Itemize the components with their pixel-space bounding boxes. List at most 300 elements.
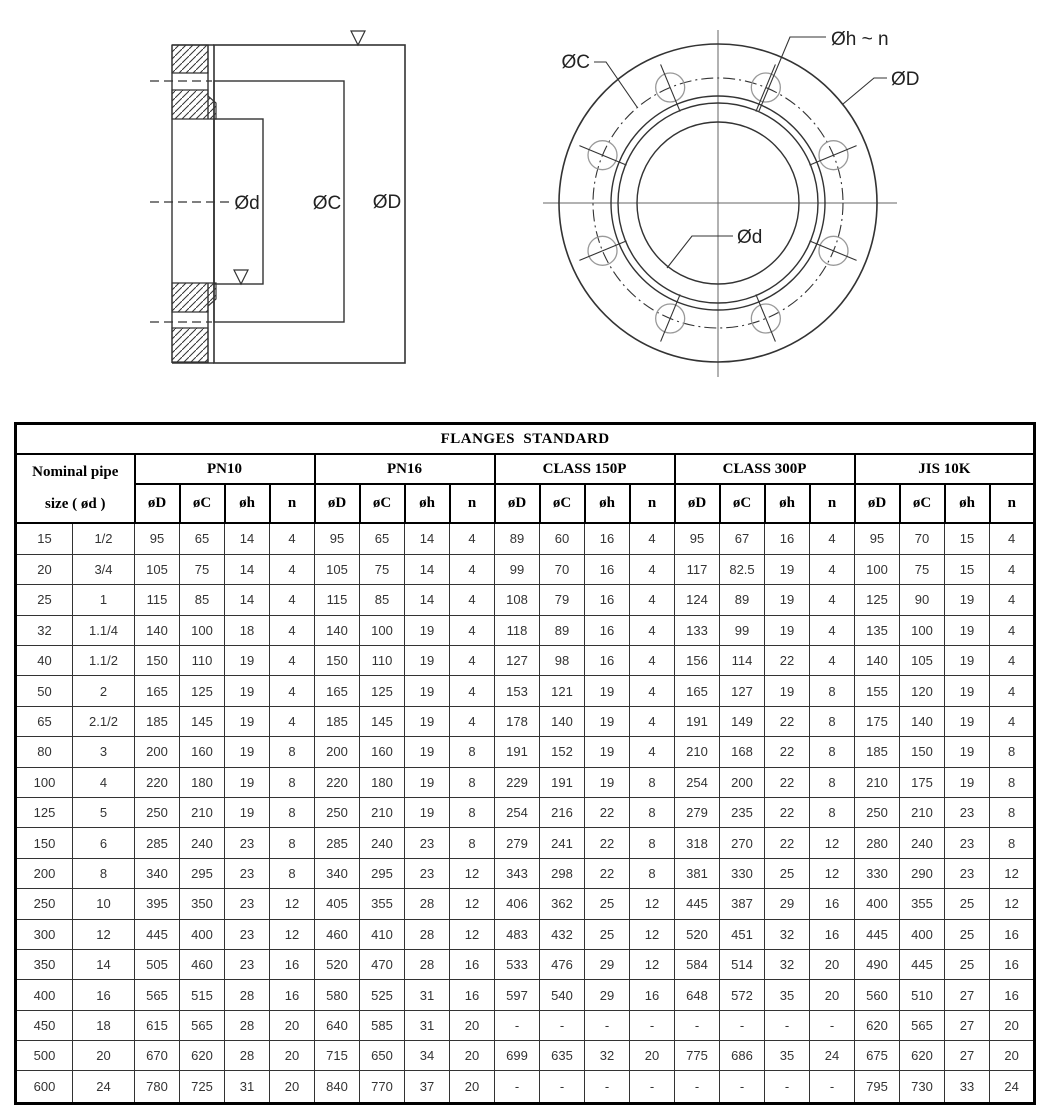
dimension-cell: 23 [225, 949, 270, 979]
dimension-cell: 279 [495, 828, 540, 858]
dimension-cell: 279 [675, 797, 720, 827]
dimension-cell: 699 [495, 1041, 540, 1071]
subcol-header: øD [495, 484, 540, 523]
hatch-block-c [172, 283, 216, 312]
dimension-cell: 22 [765, 706, 810, 736]
dimension-cell: 114 [720, 646, 765, 676]
table-row [16, 737, 1035, 767]
dimension-cell: 4 [630, 737, 675, 767]
dimension-cell: 16 [585, 615, 630, 645]
dimension-cell: - [585, 1010, 630, 1040]
bolt-hole-slash [661, 64, 681, 111]
dimension-cell: 191 [495, 737, 540, 767]
dimension-cell: 4 [450, 646, 495, 676]
table-row [16, 919, 1035, 949]
table-row [16, 1010, 1035, 1040]
dimension-cell: 100 [360, 615, 405, 645]
nominal-size-cell: 80 [16, 737, 73, 767]
dimension-cell: 648 [675, 980, 720, 1010]
dimension-cell: 8 [810, 737, 855, 767]
dimension-cell: 160 [180, 737, 225, 767]
dimension-cell: 67 [720, 523, 765, 554]
dimension-cell: 640 [315, 1010, 360, 1040]
dimension-cell: 28 [225, 1010, 270, 1040]
dimension-cell: 580 [315, 980, 360, 1010]
subheader-row [16, 484, 1035, 523]
dimension-cell: 16 [270, 949, 315, 979]
nominal-size-cell: 14 [73, 949, 135, 979]
hatch-block-b [172, 90, 216, 119]
dimension-cell: 150 [900, 737, 945, 767]
dimension-cell: 14 [405, 585, 450, 615]
subcol-header: øC [720, 484, 765, 523]
dimension-cell: 19 [945, 767, 990, 797]
dimension-cell: 565 [135, 980, 180, 1010]
dimension-cell: 185 [315, 706, 360, 736]
dimension-cell: 145 [180, 706, 225, 736]
dimension-cell: - [810, 1071, 855, 1104]
dimension-cell: 4 [270, 676, 315, 706]
table-row [16, 554, 1035, 584]
dimension-cell: 29 [585, 980, 630, 1010]
table-row [16, 980, 1035, 1010]
nominal-size-cell: 500 [16, 1041, 73, 1071]
nominal-size-cell: 350 [16, 949, 73, 979]
dimension-cell: 16 [990, 949, 1035, 979]
nominal-size-cell: 20 [73, 1041, 135, 1071]
dimension-cell: 560 [855, 980, 900, 1010]
dimension-cell: 20 [270, 1041, 315, 1071]
dimension-cell: 715 [315, 1041, 360, 1071]
nominal-size-cell: 200 [16, 858, 73, 888]
dimension-cell: 620 [855, 1010, 900, 1040]
dimension-cell: 20 [630, 1041, 675, 1071]
subcol-header: øh [945, 484, 990, 523]
nominal-size-cell: 150 [16, 828, 73, 858]
dimension-cell: 8 [270, 797, 315, 827]
subcol-header: øC [540, 484, 585, 523]
dimension-cell: 12 [630, 949, 675, 979]
dimension-cell: 19 [765, 615, 810, 645]
subcol-header: øh [225, 484, 270, 523]
dimension-cell: 4 [810, 554, 855, 584]
dimension-cell: - [720, 1010, 765, 1040]
dimension-cell: 840 [315, 1071, 360, 1104]
dimension-cell: 445 [675, 889, 720, 919]
dimension-cell: 25 [765, 858, 810, 888]
dimension-cell: 8 [270, 767, 315, 797]
nominal-pipe-header [16, 454, 135, 523]
dimension-cell: 520 [315, 949, 360, 979]
dimension-cell: - [720, 1071, 765, 1104]
subcol-header: øh [405, 484, 450, 523]
dimension-cell: 525 [360, 980, 405, 1010]
dimension-cell: 117 [675, 554, 720, 584]
dimension-cell: 20 [270, 1071, 315, 1104]
dimension-cell: 31 [405, 980, 450, 1010]
nominal-size-cell: 250 [16, 889, 73, 919]
dimension-cell: - [495, 1071, 540, 1104]
dimension-cell: 295 [360, 858, 405, 888]
leader-oC [594, 62, 637, 107]
dimension-cell: 220 [315, 767, 360, 797]
dimension-cell: 19 [225, 767, 270, 797]
subcol-header: n [630, 484, 675, 523]
dimension-cell: 4 [450, 554, 495, 584]
dimension-cell: 432 [540, 919, 585, 949]
dimension-cell: 565 [180, 1010, 225, 1040]
dimension-cell: 4 [630, 554, 675, 584]
flange-standard-table [14, 422, 1036, 1105]
dimension-cell: 25 [945, 949, 990, 979]
dimension-cell: 70 [540, 554, 585, 584]
subcol-header: øh [585, 484, 630, 523]
dimension-cell: 19 [585, 676, 630, 706]
dimension-cell: 108 [495, 585, 540, 615]
dimension-cell: 572 [720, 980, 765, 1010]
dimension-cell: 14 [225, 585, 270, 615]
dimension-cell: 285 [135, 828, 180, 858]
dimension-cell: 85 [180, 585, 225, 615]
dimension-cell: 34 [405, 1041, 450, 1071]
dimension-cell: 19 [585, 706, 630, 736]
dimension-cell: 35 [765, 980, 810, 1010]
dimension-cell: 95 [675, 523, 720, 554]
dimension-cell: 12 [810, 828, 855, 858]
dimension-cell: 8 [450, 767, 495, 797]
dimension-cell: 210 [900, 797, 945, 827]
dimension-cell: 686 [720, 1041, 765, 1071]
dimension-cell: 4 [270, 646, 315, 676]
subcol-header: n [810, 484, 855, 523]
dimension-cell: 490 [855, 949, 900, 979]
nominal-size-cell: 10 [73, 889, 135, 919]
bolt-hole-slash [579, 146, 626, 166]
group-header-class300p: CLASS 300P [675, 454, 855, 484]
dimension-cell: 200 [720, 767, 765, 797]
front-label-oD: ØD [891, 69, 920, 90]
table-title: FLANGES STANDARD [16, 424, 1035, 455]
dimension-cell: 95 [135, 523, 180, 554]
dimension-cell: 19 [945, 706, 990, 736]
dimension-cell: 22 [585, 858, 630, 888]
dimension-cell: 20 [450, 1041, 495, 1071]
dimension-cell: 175 [900, 767, 945, 797]
dimension-cell: 29 [765, 889, 810, 919]
dimension-cell: 565 [900, 1010, 945, 1040]
dimension-cell: 25 [585, 919, 630, 949]
dimension-cell: 8 [270, 737, 315, 767]
nominal-size-cell: 65 [16, 706, 73, 736]
nominal-size-cell: 3/4 [73, 554, 135, 584]
dimension-cell: 28 [405, 889, 450, 919]
dimension-cell: 8 [630, 858, 675, 888]
dimension-cell: 8 [990, 737, 1035, 767]
subcol-header: øD [855, 484, 900, 523]
dimension-cell: 4 [270, 554, 315, 584]
dimension-cell: 298 [540, 858, 585, 888]
dimension-cell: 155 [855, 676, 900, 706]
dimension-cell: 180 [360, 767, 405, 797]
dimension-cell: 16 [990, 980, 1035, 1010]
flange-drawings [0, 0, 1047, 412]
dimension-cell: - [630, 1071, 675, 1104]
dimension-cell: 780 [135, 1071, 180, 1104]
dimension-cell: 32 [765, 919, 810, 949]
dimension-cell: 20 [810, 949, 855, 979]
nominal-size-cell: 8 [73, 858, 135, 888]
dimension-cell: 4 [270, 523, 315, 554]
dimension-cell: 210 [360, 797, 405, 827]
dimension-cell: 70 [900, 523, 945, 554]
dimension-cell: 19 [765, 554, 810, 584]
dimension-cell: 191 [675, 706, 720, 736]
dimension-cell: 470 [360, 949, 405, 979]
dimension-cell: 254 [675, 767, 720, 797]
dimension-cell: 22 [765, 737, 810, 767]
dimension-cell: 12 [990, 889, 1035, 919]
subcol-header: øC [360, 484, 405, 523]
dimension-cell: 150 [315, 646, 360, 676]
dimension-cell: 362 [540, 889, 585, 919]
dimension-cell: 18 [225, 615, 270, 645]
dimension-cell: 28 [225, 980, 270, 1010]
dimension-cell: 89 [540, 615, 585, 645]
dimension-cell: 510 [900, 980, 945, 1010]
leader-oD [843, 78, 887, 104]
dimension-cell: 140 [540, 706, 585, 736]
dimension-cell: 4 [270, 585, 315, 615]
dimension-cell: 220 [135, 767, 180, 797]
dimension-cell: 4 [810, 615, 855, 645]
bolt-hole-slash [809, 241, 856, 261]
dimension-cell: 8 [630, 828, 675, 858]
dimension-cell: 216 [540, 797, 585, 827]
dimension-cell: 730 [900, 1071, 945, 1104]
dimension-cell: 23 [225, 858, 270, 888]
dimension-cell: 140 [855, 646, 900, 676]
front-label-oC: ØC [561, 52, 590, 73]
dimension-cell: 89 [495, 523, 540, 554]
nominal-size-cell: 18 [73, 1010, 135, 1040]
dimension-cell: 4 [630, 615, 675, 645]
table-row [16, 1041, 1035, 1071]
dimension-cell: 515 [180, 980, 225, 1010]
dimension-cell: 8 [810, 767, 855, 797]
dimension-cell: 22 [585, 828, 630, 858]
dimension-cell: 4 [990, 523, 1035, 554]
dimension-cell: 185 [135, 706, 180, 736]
front-label-oh-n: Øh ~ n [831, 29, 889, 50]
dimension-cell: 20 [990, 1041, 1035, 1071]
dimension-cell: 445 [900, 949, 945, 979]
dimension-cell: 32 [765, 949, 810, 979]
dimension-cell: 12 [450, 919, 495, 949]
dimension-cell: 23 [225, 828, 270, 858]
dimension-cell: 250 [135, 797, 180, 827]
dimension-cell: - [810, 1010, 855, 1040]
dimension-cell: 16 [810, 889, 855, 919]
dimension-cell: 395 [135, 889, 180, 919]
dimension-cell: 19 [405, 646, 450, 676]
dimension-cell: 4 [630, 523, 675, 554]
nominal-size-cell: 600 [16, 1071, 73, 1104]
dimension-cell: - [675, 1071, 720, 1104]
dimension-cell: 4 [630, 585, 675, 615]
dimension-cell: 23 [945, 797, 990, 827]
dimension-cell: 150 [135, 646, 180, 676]
table-row [16, 797, 1035, 827]
dimension-cell: 31 [405, 1010, 450, 1040]
dimension-cell: 16 [585, 523, 630, 554]
dimension-cell: 20 [450, 1071, 495, 1104]
table-row [16, 615, 1035, 645]
dimension-cell: 330 [855, 858, 900, 888]
dimension-cell: 460 [180, 949, 225, 979]
nominal-size-cell: 24 [73, 1071, 135, 1104]
dimension-cell: 12 [270, 919, 315, 949]
dimension-cell: 19 [225, 676, 270, 706]
nominal-size-cell: 400 [16, 980, 73, 1010]
dimension-cell: 295 [180, 858, 225, 888]
nominal-size-cell: 50 [16, 676, 73, 706]
dimension-cell: 4 [990, 615, 1035, 645]
dimension-cell: 476 [540, 949, 585, 979]
dimension-cell: 451 [720, 919, 765, 949]
side-label-od: Ød [234, 193, 260, 214]
leader-od [667, 236, 733, 268]
nominal-size-cell: 20 [16, 554, 73, 584]
dimension-cell: 675 [855, 1041, 900, 1071]
dimension-cell: 75 [360, 554, 405, 584]
dimension-cell: 180 [180, 767, 225, 797]
dimension-cell: 405 [315, 889, 360, 919]
subcol-header: n [270, 484, 315, 523]
dimension-cell: 22 [765, 767, 810, 797]
dimension-cell: 250 [855, 797, 900, 827]
dimension-cell: 400 [900, 919, 945, 949]
dimension-cell: - [495, 1010, 540, 1040]
dimension-cell: 24 [810, 1041, 855, 1071]
dimension-cell: 120 [900, 676, 945, 706]
dimension-cell: 285 [315, 828, 360, 858]
dimension-cell: 32 [585, 1041, 630, 1071]
dimension-cell: 28 [405, 919, 450, 949]
dimension-cell: 191 [540, 767, 585, 797]
dimension-cell: 25 [945, 889, 990, 919]
dimension-cell: 19 [405, 706, 450, 736]
dimension-cell: 210 [675, 737, 720, 767]
dimension-cell: 19 [225, 646, 270, 676]
dimension-cell: 229 [495, 767, 540, 797]
finish-triangle-top [351, 31, 365, 45]
nominal-size-cell: 16 [73, 980, 135, 1010]
hatch-block-d [172, 328, 208, 362]
dimension-cell: 340 [135, 858, 180, 888]
dimension-cell: 387 [720, 889, 765, 919]
hatch-block-a [172, 45, 208, 73]
dimension-cell: 8 [270, 828, 315, 858]
dimension-cell: 168 [720, 737, 765, 767]
dimension-cell: 115 [315, 585, 360, 615]
dimension-cell: 8 [990, 767, 1035, 797]
subcol-header: n [990, 484, 1035, 523]
dimension-cell: 22 [765, 646, 810, 676]
dimension-cell: 22 [765, 828, 810, 858]
dimension-cell: 105 [315, 554, 360, 584]
dimension-cell: 23 [945, 828, 990, 858]
dimension-cell: 175 [855, 706, 900, 736]
nominal-size-cell: 40 [16, 646, 73, 676]
dimension-cell: 20 [810, 980, 855, 1010]
dimension-cell: 60 [540, 523, 585, 554]
dimension-cell: 200 [135, 737, 180, 767]
dimension-cell: 19 [405, 767, 450, 797]
dimension-cell: 33 [945, 1071, 990, 1104]
dimension-cell: 23 [945, 858, 990, 888]
dimension-cell: 795 [855, 1071, 900, 1104]
nominal-size-cell: 300 [16, 919, 73, 949]
dimension-cell: 584 [675, 949, 720, 979]
dimension-cell: 12 [450, 858, 495, 888]
dimension-cell: 240 [360, 828, 405, 858]
dimension-cell: 4 [990, 585, 1035, 615]
dimension-cell: 16 [765, 523, 810, 554]
group-header-pn16: PN16 [315, 454, 495, 484]
table-row [16, 523, 1035, 554]
dimension-cell: 4 [810, 646, 855, 676]
dimension-cell: 620 [180, 1041, 225, 1071]
dimension-cell: 90 [900, 585, 945, 615]
dimension-cell: 12 [450, 889, 495, 919]
subcol-header: øC [180, 484, 225, 523]
subcol-header: øC [900, 484, 945, 523]
dimension-cell: 16 [450, 980, 495, 1010]
dimension-cell: 350 [180, 889, 225, 919]
nominal-size-cell: 1.1/4 [73, 615, 135, 645]
dimension-cell: 16 [990, 919, 1035, 949]
dimension-cell: 127 [495, 646, 540, 676]
nominal-pipe-line2: size ( ød ) [45, 496, 106, 512]
dimension-cell: 19 [405, 737, 450, 767]
dimension-cell: 400 [855, 889, 900, 919]
dimension-cell: 19 [765, 676, 810, 706]
bolt-hole-slash [756, 294, 776, 341]
dimension-cell: 318 [675, 828, 720, 858]
dimension-cell: 520 [675, 919, 720, 949]
dimension-cell: 82.5 [720, 554, 765, 584]
table-row [16, 1071, 1035, 1104]
dimension-cell: 152 [540, 737, 585, 767]
dimension-cell: 330 [720, 858, 765, 888]
dimension-cell: 100 [855, 554, 900, 584]
nominal-size-cell: 125 [16, 797, 73, 827]
dimension-cell: 381 [675, 858, 720, 888]
dimension-cell: 240 [180, 828, 225, 858]
dimension-cell: 23 [225, 889, 270, 919]
dimension-cell: 400 [180, 919, 225, 949]
dimension-cell: 4 [630, 706, 675, 736]
table-row [16, 949, 1035, 979]
dimension-cell: 340 [315, 858, 360, 888]
dimension-cell: 98 [540, 646, 585, 676]
table-row [16, 706, 1035, 736]
dimension-cell: 4 [990, 706, 1035, 736]
dimension-cell: 19 [945, 646, 990, 676]
dimension-cell: 8 [450, 737, 495, 767]
dimension-cell: 14 [225, 523, 270, 554]
nominal-size-cell: 15 [16, 523, 73, 554]
